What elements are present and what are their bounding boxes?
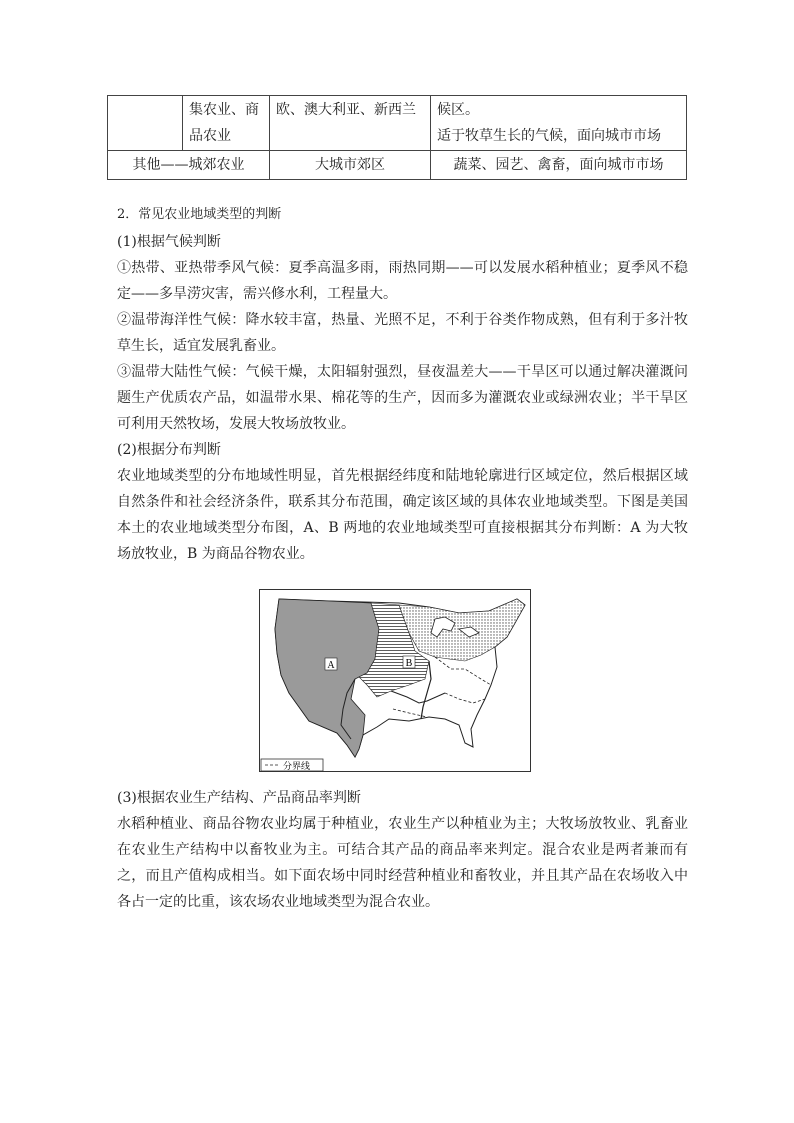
table-cell: 大城市郊区 xyxy=(270,151,431,180)
table-cell: 蔬菜、园艺、禽畜，面向城市市场 xyxy=(431,151,687,180)
subsection-title: (1)根据气候判断 xyxy=(117,234,221,250)
subsection-title: (2)根据分布判断 xyxy=(117,442,221,458)
section-title: 2．常见农业地域类型的判断 xyxy=(117,207,282,222)
map-figure xyxy=(259,589,531,772)
us-agriculture-map xyxy=(259,589,531,772)
paragraph: 水稻种植业、商品谷物农业均属于种植业，农业生产以种植业为主；大牧场放牧业、乳畜业在农业生产结构中以畜牧业为主。可结合其产品的商品率来判定。混合农业是两者兼而有之，而且产值构成相当。如下面农场中同时经营种植业和畜牧业，并且其产品在农场收入中各占一定的比重，该农场农业地域类型为混合农业。 xyxy=(117,816,688,910)
table-cell xyxy=(431,96,687,151)
label-a: A xyxy=(327,660,335,671)
table-cell xyxy=(108,96,183,151)
climate-section xyxy=(117,229,688,567)
table-cell: 其他——城郊农业 xyxy=(108,151,270,180)
subsection-title: (3)根据农业生产结构、产品商品率判断 xyxy=(117,790,361,806)
paragraph: ②温带海洋性气候：降水较丰富，热量、光照不足，不利于谷类作物成熟，但有利于多汁牧草生长，适宜发展乳畜业。 xyxy=(117,312,688,354)
table-row xyxy=(108,96,687,151)
table-cell: 集农业、商品农业 xyxy=(183,96,270,151)
structure-section xyxy=(117,785,688,915)
cell-line: 适于牧草生长的气候，面向城市市场 xyxy=(437,128,661,144)
paragraph: ①热带、亚热带季风气候：夏季高温多雨，雨热同期——可以发展水稻种植业；夏季风不稳定——多旱涝灾害，需兴修水利，工程量大。 xyxy=(117,260,688,302)
table-cell: 欧、澳大利亚、新西兰 xyxy=(270,96,431,151)
label-b: B xyxy=(405,658,413,669)
paragraph: 农业地域类型的分布地域性明显，首先根据经纬度和陆地轮廓进行区域定位，然后根据区域自然条件和社会经济条件，联系其分布范围，确定该区域的具体农业地域类型。下图是美国本土的农业地域类型分布图，A、B 两地的农业地域类型可直接根据其分布判断：A 为大牧场放牧业，B 为商品谷物农业。 xyxy=(117,468,688,562)
legend-label: 分界线 xyxy=(283,762,311,772)
table-row xyxy=(108,151,687,180)
cell-line: 候区。 xyxy=(437,102,479,118)
agriculture-types-table xyxy=(107,95,687,180)
paragraph: ③温带大陆性气候：气候干燥，太阳辐射强烈，昼夜温差大——干旱区可以通过解决灌溉问题生产优质农产品，如温带水果、棉花等的生产，因而多为灌溉农业或绿洲农业；半干旱区可利用天然牧场，发展大牧场放牧业。 xyxy=(117,364,688,432)
